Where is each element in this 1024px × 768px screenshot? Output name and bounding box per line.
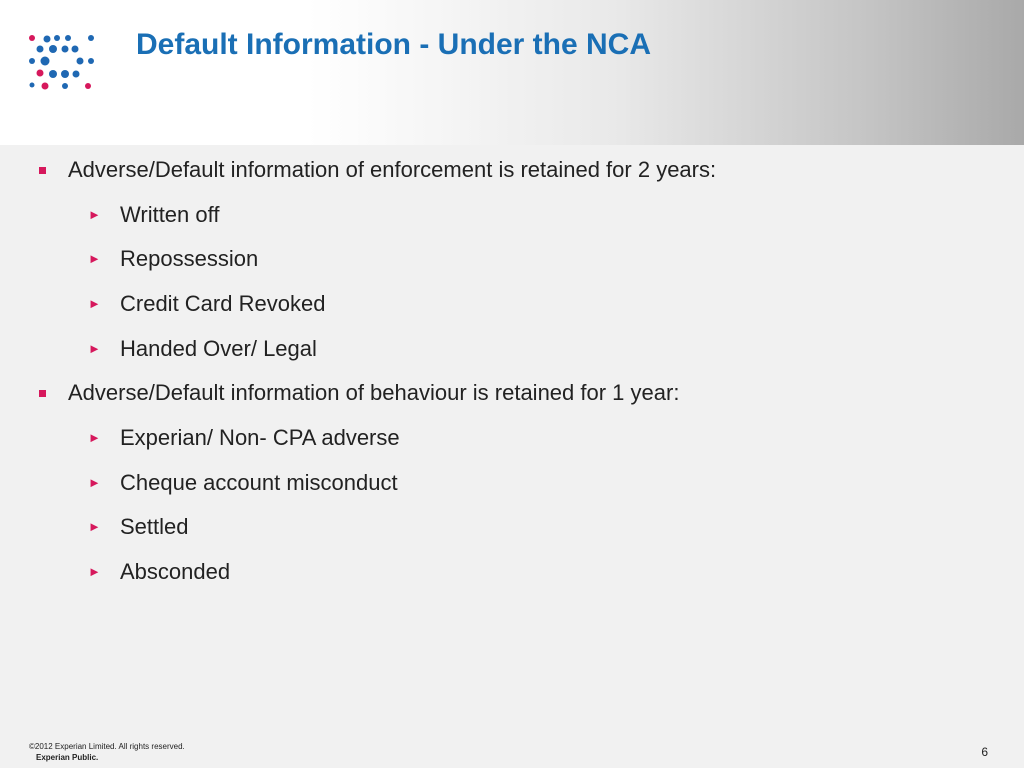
bullet-item [0, 368, 1024, 404]
sub-bullet-text: Experian/ Non- CPA adverse [120, 425, 400, 450]
sub-bullet-item [0, 324, 1024, 360]
square-bullet-icon [39, 167, 46, 174]
triangle-right-arrow-icon: ► [88, 296, 101, 311]
logo-dots [29, 35, 94, 90]
sub-bullet-text: Repossession [120, 246, 259, 271]
sub-bullet-item [0, 413, 1024, 449]
triangle-right-arrow-icon: ► [88, 519, 101, 534]
slide-content [0, 145, 1024, 705]
sub-bullet-text: Absconded [120, 559, 231, 584]
slide-header [0, 0, 1024, 145]
triangle-right-arrow-icon: ► [88, 207, 101, 222]
bullet-item [0, 145, 1024, 181]
bullet-text: Adverse/Default information of behaviour is retained for 1 year: [68, 380, 680, 405]
slide-title: Default Information - Under the NCA [136, 28, 651, 61]
sub-bullet-item [0, 279, 1024, 315]
sub-bullet-text: Credit Card Revoked [120, 291, 326, 316]
sub-bullet-item [0, 234, 1024, 270]
sub-bullet-text: Written off [120, 202, 220, 227]
experian-logo-icon [28, 34, 96, 102]
square-bullet-icon [39, 390, 46, 397]
footer-copyright: ©2012 Experian Limited. All rights reserved. [29, 742, 185, 751]
triangle-right-arrow-icon: ► [88, 251, 101, 266]
triangle-right-arrow-icon: ► [88, 430, 101, 445]
sub-bullet-text: Cheque account misconduct [120, 470, 398, 495]
sub-bullet-item [0, 458, 1024, 494]
page-number: 6 [981, 745, 988, 759]
sub-bullet-item [0, 190, 1024, 226]
bullet-text: Adverse/Default information of enforcement is retained for 2 years: [68, 157, 717, 182]
sub-bullet-text: Handed Over/ Legal [120, 336, 317, 361]
sub-bullet-text: Settled [120, 514, 189, 539]
footer-classification: Experian Public. [36, 753, 99, 762]
triangle-right-arrow-icon: ► [88, 564, 101, 579]
sub-bullet-item [0, 502, 1024, 538]
triangle-right-arrow-icon: ► [88, 475, 101, 490]
sub-bullet-item [0, 547, 1024, 583]
triangle-right-arrow-icon: ► [88, 341, 101, 356]
